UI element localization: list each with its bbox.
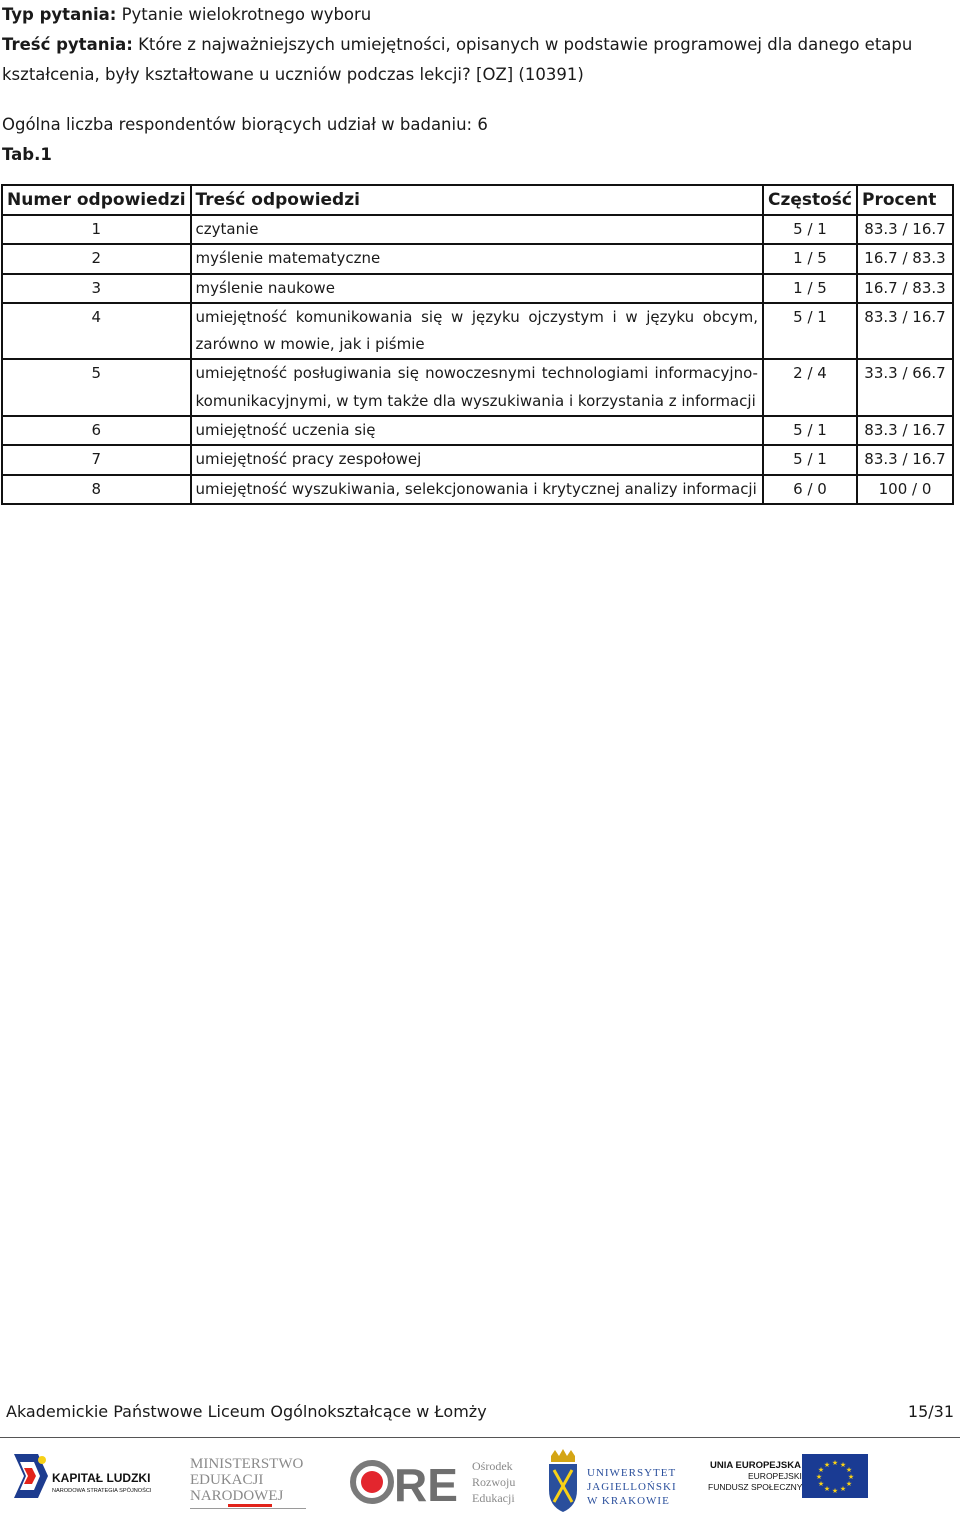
question-content-line: [2, 30, 960, 90]
question-content-label: Treść pytania:: [2, 35, 133, 54]
svg-text:★: ★: [847, 1473, 855, 1481]
answer-frequency: 5 / 1: [763, 303, 857, 360]
question-content-value: Które z najważniejszych umiejętności, opisanych w podstawie programowej dla danego etapu kształcenia, były kształtowane u uczniów podczas lekcji? [OZ] (10391): [2, 35, 913, 84]
answer-frequency: 6 / 0: [763, 475, 857, 504]
answer-text: czytanie: [191, 215, 763, 244]
answer-percent: 16.7 / 83.3: [857, 274, 953, 303]
uj-line2: JAGIELLOŃSKI: [587, 1481, 677, 1493]
table-row: [2, 303, 953, 360]
kapital-ludzki-subtitle: NARODOWA STRATEGIA SPÓJNOŚCI: [52, 1488, 152, 1494]
eu-line2: EUROPEJSKI: [748, 1471, 802, 1481]
answer-text: umiejętność uczenia się: [191, 416, 763, 445]
header-answer-number: Numer odpowiedzi: [2, 185, 191, 215]
results-table: [1, 184, 954, 505]
answer-frequency: 1 / 5: [763, 274, 857, 303]
ministry-line1: MINISTERSTWO: [190, 1456, 304, 1472]
answer-text: umiejętność wyszukiwania, selekcjonowania i krytycznej analizy informacji: [191, 475, 763, 504]
header-percent: Procent: [857, 185, 953, 215]
answer-percent: 100 / 0: [857, 475, 953, 504]
answer-number: 1: [2, 215, 191, 244]
question-type-line: [2, 0, 960, 30]
answer-text: umiejętność pracy zespołowej: [191, 445, 763, 474]
svg-text:★: ★: [831, 1459, 839, 1467]
answer-number: 6: [2, 416, 191, 445]
table-row: [2, 274, 953, 303]
svg-text:★: ★: [845, 1480, 853, 1488]
answer-number: 5: [2, 359, 191, 416]
table-row: [2, 215, 953, 244]
eu-logo: [704, 1446, 870, 1521]
svg-text:★: ★: [823, 1485, 831, 1493]
answer-frequency: 1 / 5: [763, 244, 857, 273]
ore-line3: Edukacji: [472, 1491, 515, 1505]
header-answer-text: Treść odpowiedzi: [191, 185, 763, 215]
svg-text:RE: RE: [394, 1459, 458, 1511]
ministry-line2: EDUKACJI: [190, 1472, 264, 1488]
answer-number: 4: [2, 303, 191, 360]
kapital-ludzki-logo: [8, 1446, 170, 1521]
spacer: [2, 90, 960, 110]
answer-text: umiejętność komunikowania się w języku ojczystym i w języku obcym, zarówno w mowie, jak i piśmie: [191, 303, 763, 360]
table-row: [2, 445, 953, 474]
uj-logo: [545, 1446, 685, 1521]
svg-text:★: ★: [839, 1461, 847, 1469]
answer-text: myślenie naukowe: [191, 274, 763, 303]
header-frequency: Częstość: [763, 185, 857, 215]
eu-line3: FUNDUSZ SPOŁECZNY: [708, 1482, 803, 1492]
answer-percent: 83.3 / 16.7: [857, 445, 953, 474]
page-number: 15/31: [907, 1402, 954, 1421]
answer-frequency: 5 / 1: [763, 215, 857, 244]
answer-number: 2: [2, 244, 191, 273]
eu-line1: UNIA EUROPEJSKA: [710, 1460, 801, 1471]
answer-text: myślenie matematyczne: [191, 244, 763, 273]
respondents-count: Ogólna liczba respondentów biorących udział w badaniu: 6: [2, 115, 488, 134]
svg-text:★: ★: [823, 1461, 831, 1469]
svg-text:★: ★: [839, 1485, 847, 1493]
ministry-line3: NARODOWEJ: [190, 1488, 284, 1504]
answer-percent: 83.3 / 16.7: [857, 303, 953, 360]
question-type-label: Typ pytania:: [2, 5, 117, 24]
table-row: [2, 244, 953, 273]
answer-percent: 33.3 / 66.7: [857, 359, 953, 416]
answer-number: 7: [2, 445, 191, 474]
answer-percent: 83.3 / 16.7: [857, 416, 953, 445]
svg-text:★: ★: [817, 1466, 825, 1474]
question-type-value: Pytanie wielokrotnego wyboru: [121, 5, 372, 24]
question-meta: [2, 0, 960, 170]
ore-line2: Rozwoju: [472, 1475, 516, 1489]
answer-number: 3: [2, 274, 191, 303]
svg-text:★: ★: [845, 1466, 853, 1474]
ore-line1: Ośrodek: [472, 1459, 513, 1473]
table-label-text: Tab.1: [2, 145, 52, 164]
answer-text: umiejętność posługiwania się nowoczesnymi technologiami informacyjno-komunikacyjnymi, w tym także dla wyszukiwania i korzystania z informacji: [191, 359, 763, 416]
table-label: [2, 140, 960, 170]
answer-frequency: 5 / 1: [763, 445, 857, 474]
footer-institution: Akademickie Państwowe Liceum Ogólnokształcące w Łomży: [6, 1402, 487, 1421]
footer-divider: [0, 1437, 960, 1438]
ministry-logo: [188, 1446, 310, 1521]
uj-line3: W KRAKOWIE: [587, 1495, 670, 1507]
sponsor-logos: [0, 1446, 960, 1521]
uj-line1: UNIWERSYTET: [587, 1467, 677, 1479]
svg-text:★: ★: [831, 1487, 839, 1495]
table-row: [2, 416, 953, 445]
svg-text:★: ★: [815, 1473, 823, 1481]
uj-crown-icon: [551, 1449, 575, 1462]
table-row: [2, 475, 953, 504]
kapital-ludzki-title: KAPITAŁ LUDZKI: [52, 1471, 151, 1485]
svg-text:★: ★: [817, 1480, 825, 1488]
answer-percent: 16.7 / 83.3: [857, 244, 953, 273]
answer-percent: 83.3 / 16.7: [857, 215, 953, 244]
answer-frequency: 2 / 4: [763, 359, 857, 416]
ore-logo: [350, 1446, 525, 1521]
answer-frequency: 5 / 1: [763, 416, 857, 445]
answer-number: 8: [2, 475, 191, 504]
table-row: [2, 359, 953, 416]
table-header-row: [2, 185, 953, 215]
